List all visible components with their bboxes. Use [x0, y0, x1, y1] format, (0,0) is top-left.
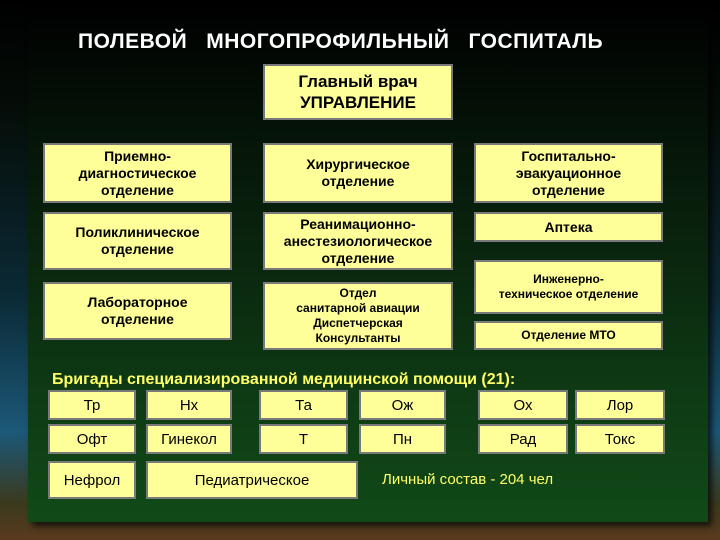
evacuation-line-2: эвакуационное [515, 164, 622, 181]
brigades-heading: Бригады специализированной медицинской помощи (21): [52, 371, 516, 388]
brigade-label: Офт [76, 430, 108, 448]
pharmacy-box [474, 212, 663, 242]
aviation-line-3: Диспетчерская [313, 316, 403, 330]
brigade-label: Лор [606, 396, 634, 414]
brigade-box [48, 424, 136, 454]
management-label: УПРАВЛЕНИЕ [300, 93, 416, 112]
brigade-label: Рад [509, 430, 537, 448]
resuscitation-line-2: анестезиологическое [283, 232, 433, 249]
laboratory-line-2: отделение [101, 311, 174, 327]
brigade-label: Т [298, 430, 309, 448]
brigade-box [48, 390, 136, 420]
mto-department-box [474, 321, 663, 350]
brigade-box [259, 424, 348, 454]
aviation-line-4: Консультанты [315, 331, 401, 345]
brigade-box [478, 390, 568, 420]
pharmacy-label: Аптека [544, 218, 593, 235]
brigade-label: Гинекол [161, 430, 217, 448]
admission-line-1: Приемно- [104, 147, 171, 164]
brigade-label: Токс [604, 430, 636, 448]
polyclinic-department-box [43, 212, 232, 270]
engineering-department-box [474, 260, 663, 314]
brigade-box [478, 424, 568, 454]
surgical-department-box [263, 143, 453, 203]
surgical-line-2: отделение [321, 173, 395, 189]
chief-doctor-label: Главный врач [298, 72, 418, 91]
brigade-label: Нефрол [63, 471, 121, 489]
brigade-box [359, 424, 446, 454]
brigade-box [259, 390, 348, 420]
polyclinic-line-2: отделение [101, 241, 174, 257]
polyclinic-line-1: Поликлиническое [75, 224, 200, 240]
aviation-department-box [263, 282, 453, 350]
brigade-box [146, 461, 358, 499]
brigade-label: Тр [83, 396, 101, 414]
resuscitation-line-3: отделение [321, 249, 395, 266]
admission-department-box [43, 143, 232, 203]
brigade-box [146, 390, 232, 420]
staff-count-note: Личный состав - 204 чел [382, 471, 554, 488]
evacuation-line-1: Госпитально- [521, 147, 616, 164]
brigade-label: Нх [179, 396, 199, 414]
resuscitation-line-1: Реанимационно- [300, 215, 416, 232]
brigade-box [146, 424, 232, 454]
brigade-label: Пн [392, 430, 413, 448]
brigade-label: Та [295, 396, 312, 414]
aviation-line-2: санитарной авиации [296, 301, 420, 315]
admission-line-2: диагностическое [78, 164, 197, 181]
page-title: ПОЛЕВОЙ МНОГОПРОФИЛЬНЫЙ ГОСПИТАЛЬ [78, 30, 604, 53]
brigade-box [575, 424, 665, 454]
evacuation-department-box [474, 143, 663, 203]
chief-doctor-box [263, 64, 453, 120]
surgical-line-1: Хирургическое [306, 156, 410, 172]
evacuation-line-3: отделение [532, 181, 605, 198]
brigade-label: Ох [513, 396, 533, 414]
laboratory-line-1: Лабораторное [87, 294, 188, 310]
admission-line-3: отделение [101, 181, 174, 198]
laboratory-department-box [43, 282, 232, 340]
mto-label: Отделение МТО [521, 328, 616, 342]
brigade-box [359, 390, 446, 420]
brigade-box [575, 390, 665, 420]
engineering-line-1: Инженерно- [533, 272, 604, 286]
resuscitation-department-box [263, 212, 453, 270]
brigade-box [48, 461, 136, 499]
engineering-line-2: техническое отделение [498, 287, 639, 301]
brigade-label: Ож [391, 396, 414, 414]
aviation-line-1: Отдел [339, 286, 377, 300]
brigade-label: Педиатрическое [194, 471, 310, 489]
